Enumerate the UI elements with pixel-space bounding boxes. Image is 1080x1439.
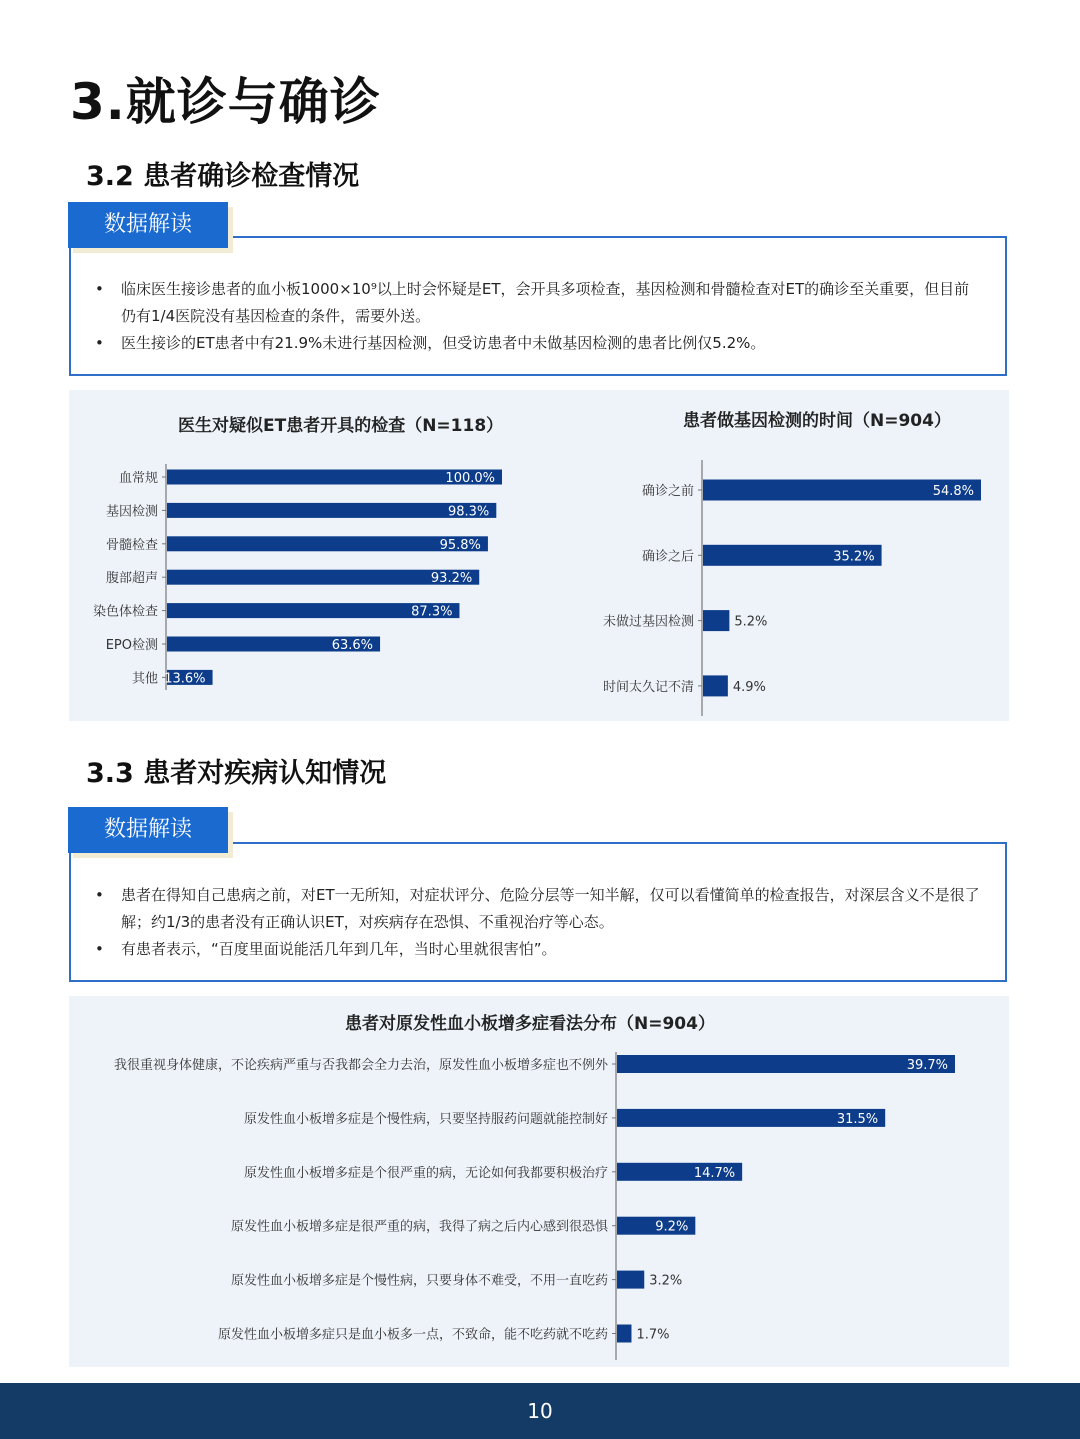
chart-3-bar-5 [617,1325,631,1343]
chart-3-data-label-4: 3.2% [649,1273,683,1289]
chart-1-data-label-5: 63.6% [331,638,374,653]
section-32-bullet-1: • 临床医生接诊患者的血小板1000×10⁹以上时会怀疑是ET，会开具多项检查，基因检测和骨髓检查对ET的确诊至关重要，但目前仍有1/4医院没有基因检查的条件，需要外送。 [121,276,983,330]
chart-3-title: 患者对原发性血小板增多症看法分布（N=904） [345,1014,715,1034]
chart-1-data-label-4: 87.3% [411,604,453,620]
page-number: 10 [527,1399,553,1423]
chart-1-category-label-2: 骨髓检查 [105,537,158,553]
chart-3-category-label-2: 原发性血小板增多症是个很严重的病，无论如何我都要积极治疗 [243,1165,608,1181]
chart-1-data-label-0: 100.0% [445,471,495,486]
chart-1-data-label-1: 98.3% [447,504,490,520]
chart-1-category-label-4: 染色体检查 [92,604,158,620]
chart-1-category-label-6: 其他 [131,671,158,687]
chart-3-category-label-4: 原发性血小板增多症是个慢性病，只要身体不难受，不用一直吃药 [230,1273,608,1289]
chart-2-data-label-0: 54.8% [932,484,974,499]
chart-3-bar-4 [617,1271,644,1289]
chart-3-data-label-2: 14.7% [693,1165,736,1181]
chart-1-data-label-2: 95.8% [439,537,481,553]
chart-2-title: 患者做基因检测的时间（N=904） [683,411,951,431]
page-heading: 3.就诊与确诊 [70,73,381,131]
section-33-tag: 数据解读 [68,807,228,853]
chart-3-category-label-1: 原发性血小板增多症是个慢性病，只要坚持服药问题就能控制好 [243,1111,608,1127]
section-33-bullet-1: • 患者在得知自己患病之前，对ET一无所知，对症状评分、危险分层等一知半解，仅可以看懂简单的检查报告，对深层含义不是很了解；约1/3的患者没有正确认识ET，对疾病存在恐惧、不重视治疗等心态。 [121,882,983,936]
chart-1-category-label-0: 血常规 [118,471,158,486]
chart-1-title: 医生对疑似ET患者开具的检查（N=118） [178,416,504,436]
chart-3-data-label-1: 31.5% [836,1111,879,1127]
chart-gene-test-timing [69,390,1009,721]
section-33-bullet-2: • 有患者表示，“百度里面说能活几年到几年，当时心里就很害怕”。 [121,936,983,963]
chart-2-category-label-3: 时间太久记不清 [602,679,694,695]
chart-2-data-label-3: 4.9% [732,679,766,695]
chart-1-data-label-3: 93.2% [430,571,473,587]
section-32-interpretation-box [69,236,1007,376]
chart-1-data-label-6: 13.6% [164,671,206,687]
section-33-title: 3.3 患者对疾病认知情况 [86,758,387,789]
chart-1-category-label-3: 腹部超声 [105,571,158,587]
section-32-bullet-2: • 医生接诊的ET患者中有21.9%未进行基因检测，但受访患者中未做基因检测的患者比例仅5.2%。 [121,330,983,357]
chart-3-data-label-3: 9.2% [655,1219,689,1235]
page-footer [0,1383,1080,1439]
chart-3-category-label-0: 我很重视身体健康，不论疾病严重与否我都会全力去治，原发性血小板增多症也不例外 [113,1058,608,1073]
section-32-tag: 数据解读 [68,202,228,248]
chart-patient-views [69,996,1009,1367]
chart-2-category-label-0: 确诊之前 [641,484,694,499]
chart-2-data-label-1: 35.2% [833,549,875,565]
chart-3-data-label-5: 1.7% [636,1327,670,1343]
chart-3-bar-0 [617,1055,955,1073]
chart-3-category-label-3: 原发性血小板增多症是很严重的病，我得了病之后内心感到很恐惧 [230,1219,608,1235]
charts-panel-33 [69,996,1009,1367]
chart-1-category-label-1: 基因检测 [105,504,158,520]
section-32-title: 3.2 患者确诊检查情况 [86,161,360,192]
chart-2-bar-3 [703,675,728,696]
chart-2-category-label-1: 确诊之后 [641,549,694,565]
section-33-interpretation-box [69,842,1007,982]
chart-2-category-label-2: 未做过基因检测 [602,614,694,630]
chart-3-category-label-5: 原发性血小板增多症只是血小板多一点，不致命，能不吃药就不吃药 [217,1327,608,1343]
chart-3-data-label-0: 39.7% [906,1058,948,1073]
chart-2-bar-2 [703,610,729,631]
charts-panel-32 [69,390,1009,721]
chart-2-data-label-2: 5.2% [734,614,768,630]
chart-1-category-label-5: EPO检测 [105,638,158,653]
